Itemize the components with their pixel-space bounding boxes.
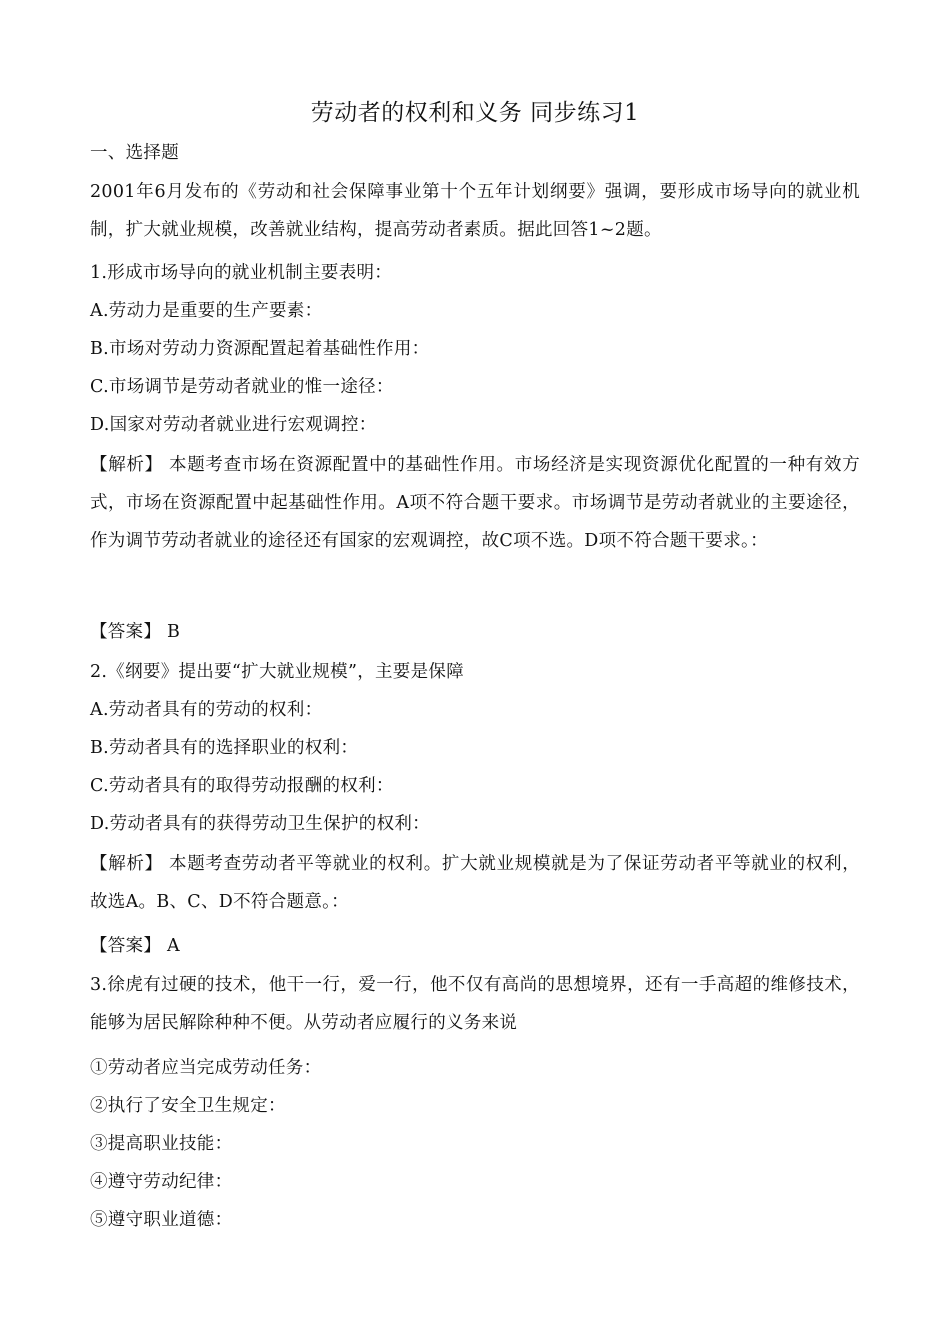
question-2-answer: 【答案】 A <box>90 936 181 956</box>
question-1-option-b: B.市场对劳动力资源配置起着基础性作用： <box>90 339 430 359</box>
question-2-option-b: B.劳动者具有的选择职业的权利： <box>90 738 359 758</box>
question-1-answer: 【答案】 B <box>90 622 181 642</box>
question-3-item-3: ③提高职业技能： <box>90 1134 233 1154</box>
question-2-stem: 2.《纲要》提出要“扩大就业规模”，主要是保障 <box>90 662 464 682</box>
question-1-option-c: C.市场调节是劳动者就业的惟一途径： <box>90 377 394 397</box>
question-2-option-c: C.劳动者具有的取得劳动报酬的权利： <box>90 776 394 796</box>
document-title: 劳动者的权利和义务 同步练习1 <box>310 100 640 126</box>
question-3-item-5: ⑤遵守职业道德： <box>90 1210 233 1230</box>
section-heading: 一、选择题 <box>90 143 179 163</box>
intro-paragraph: 2001年6月发布的《劳动和社会保障事业第十个五年计划纲要》强调，要形成市场导向的就业机制，扩大就业规模，改善就业结构，提高劳动者素质。据此回答1~2题。 <box>90 182 860 240</box>
question-1-stem: 1.形成市场导向的就业机制主要表明： <box>90 263 393 283</box>
question-3-item-1: ①劳动者应当完成劳动任务： <box>90 1058 322 1078</box>
question-1-option-d: D.国家对劳动者就业进行宏观调控： <box>90 415 377 435</box>
question-3-item-4: ④遵守劳动纪律： <box>90 1172 233 1192</box>
question-2-option-d: D.劳动者具有的获得劳动卫生保护的权利： <box>90 814 430 834</box>
question-1-option-a: A.劳动力是重要的生产要素： <box>90 301 323 321</box>
question-1-analysis: 【解析】 本题考查市场在资源配置中的基础性作用。市场经济是实现资源优化配置的一种有效方式，市场在资源配置中起基础性作用。A项不符合题干要求。市场调节是劳动者就业的主要途径，作为调节劳动者就业的途径还有国家的宏观调控，故C项不选。D项不符合题干要求。： <box>90 455 860 551</box>
question-3-stem: 3.徐虎有过硬的技术，他干一行，爱一行，他不仅有高尚的思想境界，还有一手高超的维修技术，能够为居民解除种种不便。从劳动者应履行的义务来说 <box>90 975 860 1033</box>
question-3-item-2: ②执行了安全卫生规定： <box>90 1096 286 1116</box>
question-2-analysis: 【解析】 本题考查劳动者平等就业的权利。扩大就业规模就是为了保证劳动者平等就业的权利，故选A。B、C、D不符合题意。： <box>90 854 860 912</box>
question-2-option-a: A.劳动者具有的劳动的权利： <box>90 700 323 720</box>
